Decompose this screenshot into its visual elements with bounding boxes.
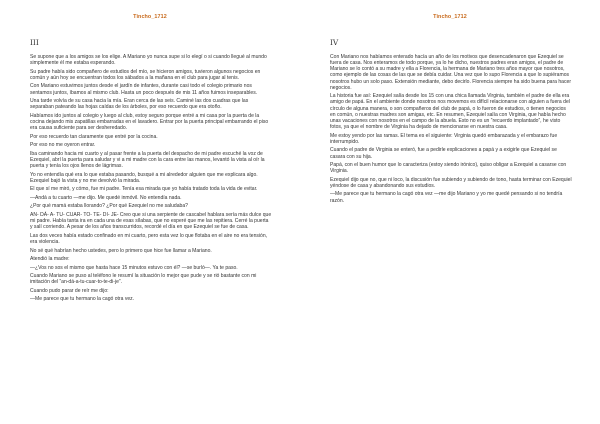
- paragraph: Atendió la madre:: [30, 256, 70, 263]
- paragraph: Con Mariano nos habíamos enterado hacía un año de los motivos que desencadenaron que Ezequiel se fuera de casa. Nos enteramos de todo porque, ya lo he dicho, nuestros padres eran amigos, el padre de Mariano se lo contó a su madre y ella a Florencia, la hermana de Mariano tres años mayor que nosotros, como ejemplo de las cosas de las que se debía cuidar. Una vez que lo supo Florencia a que lo supiéramos nosotros hubo un solo paso. Extensión mediante, debo decirlo. Florencia siempre ha sido buena para hacer negocios.: [330, 54, 571, 91]
- paragraph: Papá, con el buen humor que lo caracteriza (estoy siendo irónico), quiso obligar a Ezequiel a casarse con Virginia.: [330, 162, 567, 175]
- paragraph: Cuando pudo parar de reír me dijo:: [30, 287, 109, 294]
- paragraph: No sé qué habrían hecho ustedes, pero lo primero que hice fue llamar a Mariano.: [30, 247, 212, 254]
- paragraph: —Andá a tu cuarto —me dijo. Me quedé inmóvil. No entendía nada.: [30, 194, 182, 201]
- paragraph: Se supone que a los amigos se los elige. A Mariano yo nunca supe si lo elegí o si cuando llegué al mundo simplemente él me estaba esperando.: [30, 54, 267, 67]
- page-body: [330, 54, 572, 206]
- paragraph: Su padre había sido compañero de estudios del mío, se hicieron amigos, tuvieron algunos negocios en común y aún hoy se encuentran todos los sábados a la mañana en el club para jugar al tenis.: [30, 68, 261, 81]
- page-header: Tincho_1712: [133, 14, 167, 20]
- paragraph: ¿Por qué mamá estaba llorando? ¿Por qué Ezequiel no me saludaba?: [30, 203, 188, 210]
- paragraph: —Me parece que tu hermano la cagó otra vez —me dijo Mariano y yo me quedé pensando si no tendría razón.: [330, 191, 563, 204]
- paragraph: Me estoy yendo por las ramas. El tema es el siguiente: Virginia quedó embarazada y el embarazo fue interrumpido.: [330, 132, 558, 145]
- paragraph: Cuando Mariano se puso al teléfono le resumí la situación lo mejor que pude y se rió bastante con mi imitación del “an-dá-a-tu-cuar-to-te-di-je”.: [30, 273, 257, 286]
- chapter-number: III: [30, 38, 39, 47]
- paragraph: Yo no entendía qué era lo que estaba pasando, busqué a mi alrededor alguien que me explicara algo. Ezequiel bajó la vista y no me devolvió la mirada.: [30, 171, 258, 184]
- paragraph: Ezequiel dijo que no, que ni loco, la discusión fue subiendo y subiendo de tono, hasta terminar con Ezequiel yéndose de casa y abandonando sus estudios.: [330, 176, 572, 189]
- page-body: [30, 54, 272, 305]
- paragraph: AN- DÁ- A- TU- CUAR- TO- TE- DI- JE- Creo que si una serpiente de cascabel hablara sería más dulce que mi padre. Había tanta ira en cada una de esas sílabas, que no esperé que me las repitiera. Cerré la puerta y salí corriendo. A pesar de los años transcurridos, recordé el día en que Ezequiel se fue de casa.: [30, 211, 272, 231]
- page-header: Tincho_1712: [433, 14, 467, 20]
- paragraph: Iba caminando hacia mi cuarto y al pasar frente a la puerta del despacho de mi padre escuché la voz de Ezequiel, abrí la puerta para saludar y vi a mi madre con la cara entre las manos, levantó la vista al oír la puerta y tenía los ojos llenos de lágrimas.: [30, 150, 265, 170]
- paragraph: El que sí me miró, y cómo, fue mi padre. Tenía esa mirada que yo había tratado toda la vida de evitar.: [30, 186, 258, 193]
- paragraph: Las dos veces había estado confinado en mi cuarto, pero esta vez lo que flotaba en el aire no era tensión, era violencia.: [30, 232, 268, 245]
- paragraph: —Me parece que tu hermano la cagó otra vez.: [30, 296, 135, 303]
- paragraph: Por eso recuerdo tan claramente que entré por la cocina.: [30, 133, 158, 140]
- paragraph: Habíamos ido juntos al colegio y luego al club, estoy seguro porque entré a mi casa por la puerta de la cocina dejando mis zapatillas embarradas en el lavadero. Entrar por la puerta principal embarrando el piso era causa suficiente para ser desheredado.: [30, 112, 269, 132]
- chapter-number: IV: [330, 38, 339, 47]
- paragraph: Una tarde volvía de su casa hacia la mía. Eran cerca de las seis. Caminé las dos cuadras que las separaban pateando las hojas caídas de los árboles, por eso recuerdo que era otoño.: [30, 98, 249, 111]
- right-page: [300, 0, 600, 424]
- paragraph: Cuando el padre de Virginia se enteró, fue a pedirle explicaciones a papá y a exigirle que Ezequiel se casara con su hija.: [330, 147, 557, 160]
- paragraph: Con Mariano estuvimos juntos desde el jardín de infantes, durante casi todo el colegio primario nos sentamos juntos, íbamos al mismo club. Hasta un poco después de mis 11 años fuimos inseparables.: [30, 83, 258, 96]
- paragraph: Por eso no me oyeron entrar.: [30, 142, 96, 149]
- paragraph: —¿Vos no sos el mismo que hasta hace 15 minutos estuvo con él? —se burló—. Ya te paso.: [30, 264, 238, 271]
- paragraph: La historia fue así: Ezequiel salía desde los 15 con una chica llamada Virginia, también el padre de ella era amigo de papá. En el ambiente donde nosotros nos movemos es difícil relacionarse con alguien a fuera del círculo de alguna manera, o son compañeros del club de papá, o lo fueron de estudios, o tienen negocios en común, o nuestras madres son amigas, etc. En resumen, Ezequiel salía con Virginia, que había hecho unas vacaciones con nosotros en el campo de la abuela. Esto no es un “recuerdo implantado”, he visto fotos, ya que el nombre de Virginia ha dejado de mencionarse en nuestra casa.: [330, 93, 570, 131]
